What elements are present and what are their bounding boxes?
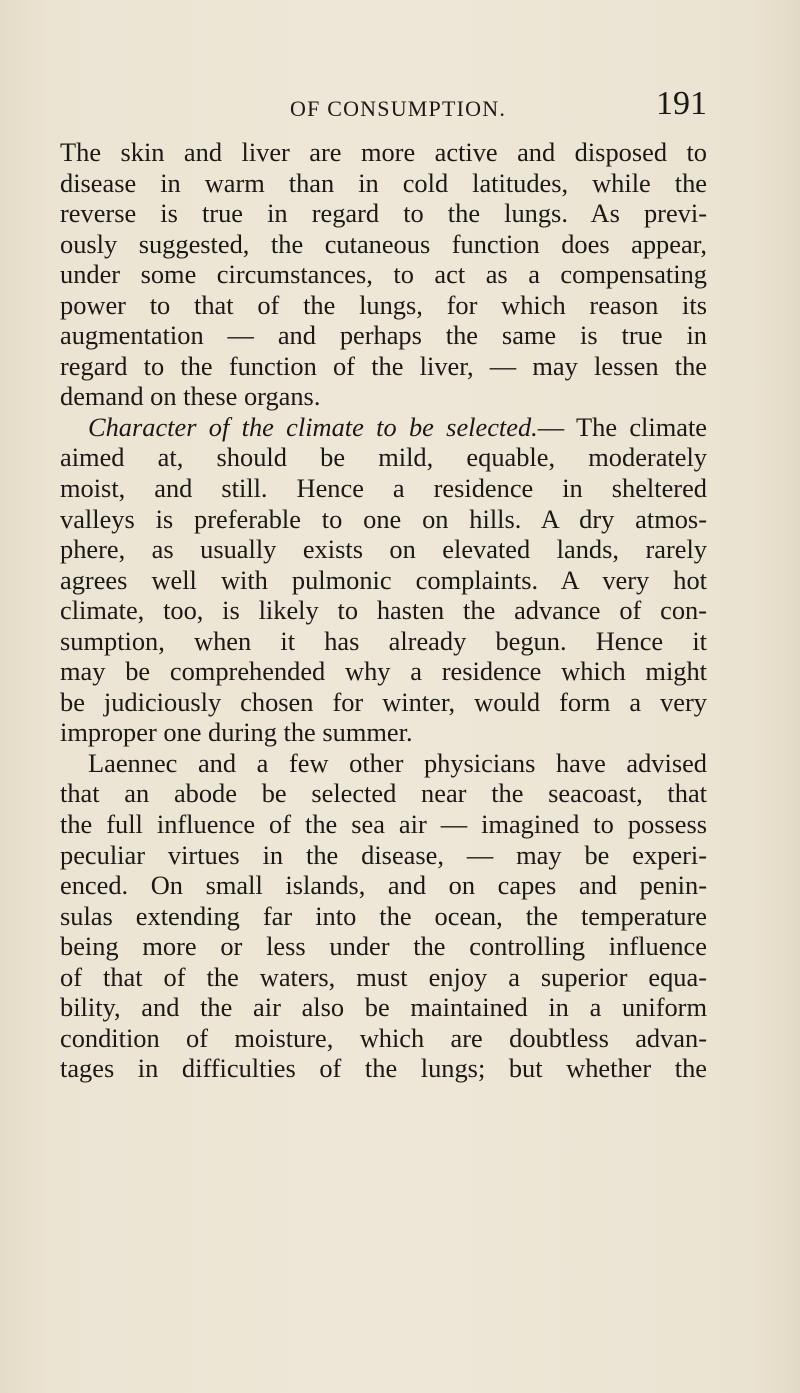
text-line: demand on these organs. [60, 381, 321, 412]
text-line-rest: — The climate [537, 411, 707, 442]
text-line: sumption, when it has already begun. Hence it [60, 625, 707, 656]
text-line: peculiar virtues in the disease, — may be experi- [60, 839, 707, 870]
text-line: phere, as usually exists on elevated lands, rarely [60, 534, 707, 565]
text-line: aimed at, should be mild, equable, moderately [60, 442, 707, 473]
page-header [0, 84, 800, 124]
text-line: Laennec and a few other physicians have advised [88, 747, 707, 778]
text-line: be judiciously chosen for winter, would form a very [60, 686, 707, 717]
text-line: power to that of the lungs, for which reason its [60, 289, 707, 320]
text-line: agrees well with pulmonic complaints. A very hot [60, 564, 707, 595]
text-line: the full influence of the sea air — imagined to possess [60, 809, 707, 840]
text-line: reverse is true in regard to the lungs. As previ- [60, 198, 707, 229]
text-line: tages in difficulties of the lungs; but whether the [60, 1053, 707, 1084]
text-line [60, 412, 707, 443]
text-line: augmentation — and perhaps the same is true in [60, 320, 707, 351]
text-line: regard to the function of the liver, — may lessen the [60, 350, 707, 381]
text-line: under some circumstances, to act as a compensating [60, 259, 707, 290]
text-line: being more or less under the controlling influence [60, 931, 707, 962]
text-line: The skin and liver are more active and disposed to [60, 137, 707, 167]
body-text [60, 137, 707, 1084]
text-line: of that of the waters, must enjoy a superior equa- [60, 961, 707, 992]
text-line: condition of moisture, which are doubtless advan- [60, 1022, 707, 1053]
text-line: ously suggested, the cutaneous function does appear, [60, 228, 707, 259]
text-line: moist, and still. Hence a residence in sheltered [60, 473, 707, 504]
text-line: may be comprehended why a residence which might [60, 656, 707, 687]
text-line: valleys is preferable to one on hills. A dry atmos- [60, 503, 707, 534]
running-head: OF CONSUMPTION. [290, 96, 507, 121]
text-line: bility, and the air also be maintained in a uniform [60, 992, 707, 1023]
text-line: disease in warm than in cold latitudes, while the [60, 167, 707, 198]
text-line: that an abode be selected near the seacoast, that [60, 778, 707, 809]
text-line: enced. On small islands, and on capes and penin- [60, 870, 707, 901]
text-line: improper one during the summer. [60, 717, 413, 748]
page-number: 191 [656, 85, 707, 122]
text-line: climate, too, is likely to hasten the advance of con- [60, 595, 707, 626]
text-line: sulas extending far into the ocean, the temperature [60, 900, 707, 931]
section-heading: Character of the climate to be selected. [88, 411, 538, 442]
